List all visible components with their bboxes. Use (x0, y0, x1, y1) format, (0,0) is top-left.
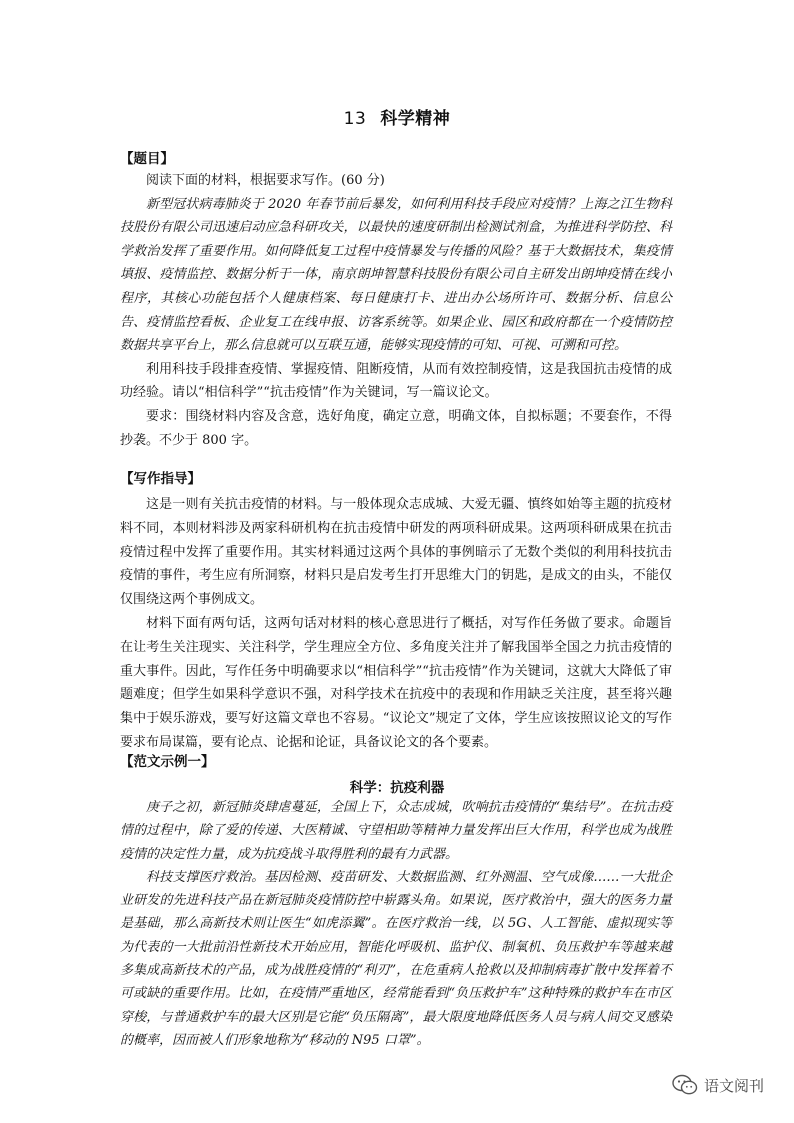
guide-paragraph: 材料下面有两句话，这两句话对材料的核心意思进行了概括，对写作任务做了要求。命题旨在让考生关注现实、关注科学，学生理应全方位、多角度关注并了解我国举全国之力抗击疫情的重大事件。因此，写作任务中明确要求以“相信科学”“抗击疫情”作为关键词，这就大大降低了审题难度；但学生如果科学意识不强，对科学技术在抗疫中的表现和作用缺乏关注度，甚至将兴趣集中于娱乐游戏，要写好这篇文章也不容易。“议论文”规定了文体，学生应该按照议论文的写作要求布局谋篇，要有论点、论据和论证，具备议论文的各个要素。 (120, 615, 672, 750)
page-title (0, 104, 794, 129)
guide-block (120, 493, 672, 755)
essay-title: 科学：抗疫利器 (349, 780, 445, 796)
watermark-text: 语文阅刊 (703, 1076, 764, 1095)
essay-paragraph: 庚子之初，新冠肺炎肆虐蔓延，全国上下，众志成城，吹响抗击疫情的“集结号”。在抗击疫情的过程中，除了爱的传递、大医精诚、守望相助等精神力量发挥出巨大作用，科学也成为战胜疫情的决定性力量，成为抗疫战斗取得胜利的最有力武器。 (120, 800, 672, 862)
wechat-icon (672, 1074, 698, 1096)
prompt-task: 利用科技手段排查疫情、掌握疫情、阻断疫情，从而有效控制疫情，这是我国抗击疫情的成功经验。请以“相信科学”“抗击疫情”作为关键词，写一篇议论文。 (120, 361, 672, 401)
prompt-instruction: 阅读下面的材料，根据要求写作。(60 分) (146, 173, 385, 188)
chapter-title: 科学精神 (380, 109, 451, 129)
guide-heading: 【写作指导】 (120, 471, 201, 487)
prompt-block (120, 169, 672, 452)
essay-paragraph: 科技支撑医疗救治。基因检测、疫苗研发、大数据监测、红外测温、空气成像……一大批企业研发的先进科技产品在新冠肺炎疫情防控中崭露头角。如果说，医疗救治中，强大的医务力量是基础，那么高新技术则让医生“如虎添翼”。在医疗救治一线，以 5G、人工智能、虚拟现实等为代表的一大批前沿性新技术开始应用，智能化呼吸机、监护仪、制氧机、负压救护车等越来越多集成高新技术的产品，成为战胜疫情的“利刃”，在危重病人抢救以及抑制病毒扩散中发挥着不可或缺的重要作用。比如，在疫情严重地区，经常能看到“负压救护车”这种特殊的救护车在市区穿梭，与普通救护车的最大区别是它能“负压隔离”，最大限度地降低医务人员与病人间交叉感染的概率，因而被人们形象地称为“移动的 N95 口罩”。 (120, 869, 672, 1048)
guide-paragraph: 这是一则有关抗击疫情的材料。与一般体现众志成城、大爱无疆、慎终如始等主题的抗疫材料不同，本则材料涉及两家科研机构在抗击疫情中研发的两项科研成果。这两项科研成果在抗击疫情过程中发挥了重要作用。其实材料通过这两个具体的事例暗示了无数个类似的利用科技抗击疫情的事件，考生应有所洞察，材料只是启发考生打开思维大门的钥匙，是成文的由头，不能仅仅围绕这两个事例成文。 (120, 497, 672, 608)
watermark (672, 1073, 764, 1097)
sample-heading: 【范文示例一】 (120, 754, 215, 770)
essay-body (120, 796, 672, 1052)
prompt-material: 新型冠状病毒肺炎于 2020 年春节前后暴发，如何利用科技手段应对疫情？上海之江生物科技股份有限公司迅速启动应急科研攻关，以最快的速度研制出检测试剂盒，为推进科学防控、科学救治发挥了重要作用。如何降低复工过程中疫情暴发与传播的风险？基于大数据技术，集疫情填报、疫情监控、数据分析于一体，南京朗坤智慧科技股份有限公司自主研发出朗坤疫情在线小程序，其核心功能包括个人健康档案、每日健康打卡、进出办公场所许可、数据分析、信息公告、疫情监控看板、企业复工在线申报、访客系统等。如果企业、园区和政府都在一个疫情防控数据共享平台上，那么信息就可以互联互通，能够实现疫情的可知、可视、可溯和可控。 (120, 196, 672, 354)
chapter-number: 13 (343, 109, 367, 129)
prompt-requirements: 要求：围绕材料内容及含意，选好角度，确定立意，明确文体，自拟标题；不要套作，不得抄袭。不少于 800 字。 (120, 408, 672, 448)
prompt-heading: 【题目】 (120, 151, 174, 167)
